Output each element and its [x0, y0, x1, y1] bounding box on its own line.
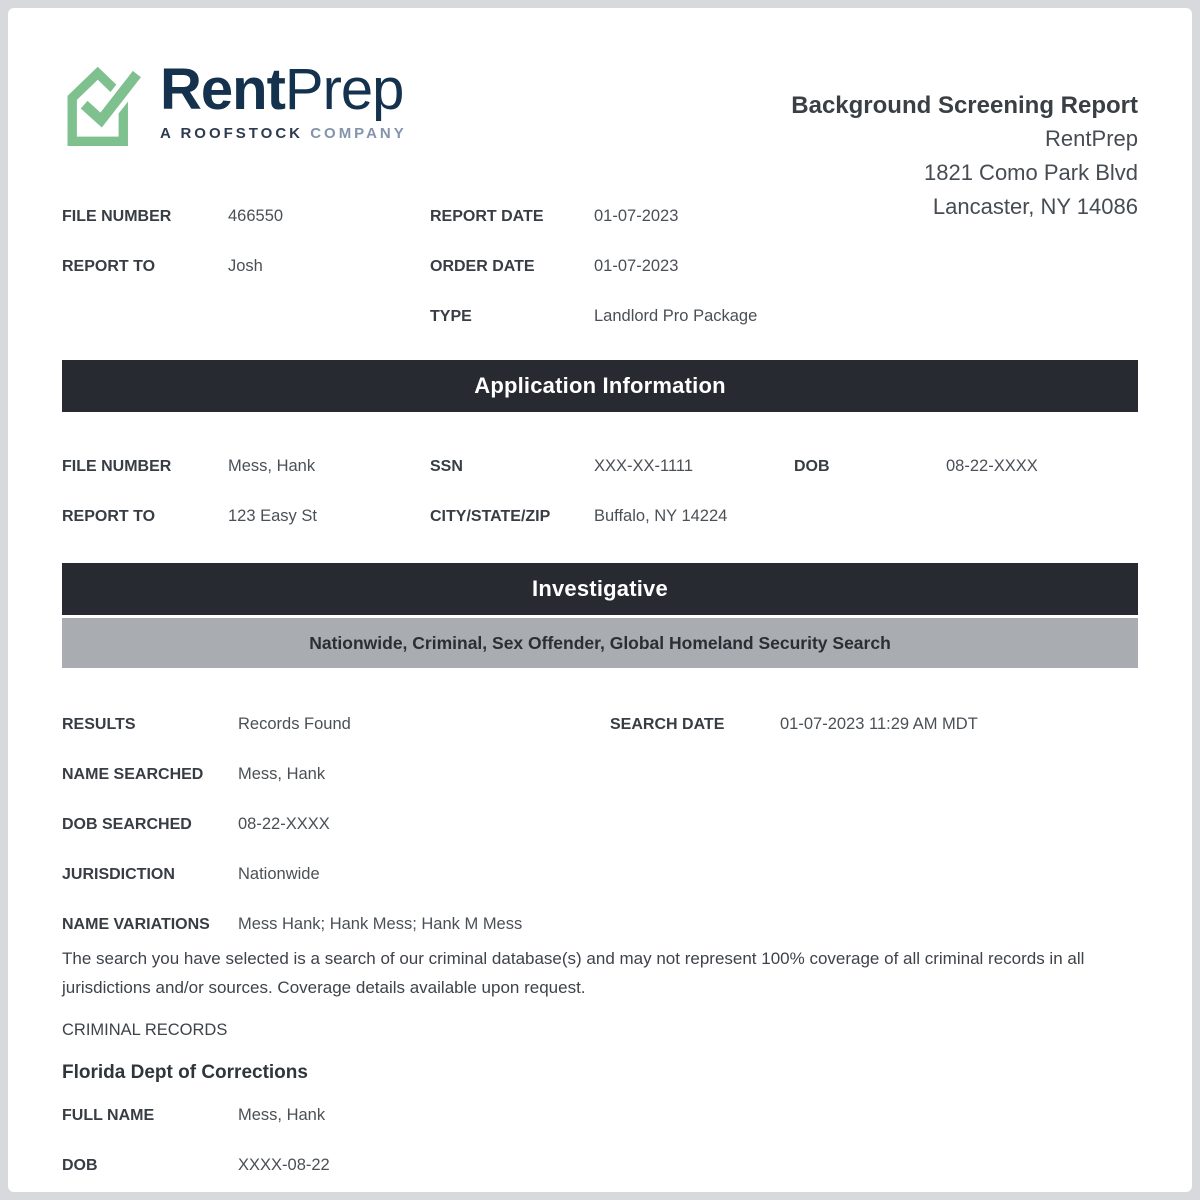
- field-label: DOB: [794, 458, 830, 475]
- field-label: JURISDICTION: [62, 866, 175, 883]
- search-scope-banner: Nationwide, Criminal, Sex Offender, Global Homeland Security Search: [62, 618, 1138, 668]
- record-source-heading: Florida Dept of Corrections: [62, 1062, 308, 1083]
- field-value: Buffalo, NY 14224: [594, 507, 728, 525]
- field-value: Mess, Hank: [228, 457, 316, 475]
- results-row: [62, 763, 1138, 786]
- field-value: 466550: [228, 207, 284, 225]
- field-value: XXXX-08-22: [238, 1156, 330, 1174]
- field-label: REPORT TO: [62, 508, 156, 525]
- results-row: [62, 813, 1138, 836]
- criminal-record-section: [62, 1104, 1138, 1177]
- investigative-results-section: [62, 713, 1138, 936]
- field-value: 08-22-XXXX: [238, 815, 330, 833]
- report-title: Background Screening Report: [791, 92, 1138, 119]
- field-label: CITY/STATE/ZIP: [430, 508, 551, 525]
- field-label: DOB: [62, 1157, 98, 1174]
- field-value: Records Found: [238, 715, 351, 733]
- field-value: 01-07-2023 11:29 AM MDT: [780, 715, 978, 733]
- field-label: RESULTS: [62, 716, 136, 733]
- field-label: FILE NUMBER: [62, 208, 172, 225]
- field-label: FILE NUMBER: [62, 458, 172, 475]
- field-label: NAME SEARCHED: [62, 766, 204, 783]
- field-label: TYPE: [430, 308, 472, 325]
- company-name: RentPrep: [1045, 126, 1138, 151]
- company-address-line1: 1821 Como Park Blvd: [924, 160, 1138, 185]
- field-value: 123 Easy St: [228, 507, 317, 525]
- field-label: DOB SEARCHED: [62, 816, 192, 833]
- field-value: 08-22-XXXX: [946, 457, 1038, 475]
- results-row: [62, 863, 1138, 886]
- field-label: FULL NAME: [62, 1107, 155, 1124]
- criminal-records-heading: CRIMINAL RECORDS: [62, 1021, 228, 1039]
- report-page: [8, 8, 1192, 1192]
- field-label: REPORT DATE: [430, 208, 544, 225]
- tagline-light-part: COMPANY: [310, 125, 407, 142]
- tagline-dark-part: A ROOFSTOCK: [160, 125, 304, 142]
- application-row: [62, 505, 1138, 528]
- field-value: Mess Hank; Hank Mess; Hank M Mess: [238, 915, 523, 933]
- field-value: 01-07-2023: [594, 207, 679, 225]
- results-row: [62, 713, 1138, 736]
- field-value: Mess, Hank: [238, 765, 326, 783]
- report-header-info: [791, 90, 1138, 224]
- field-label: REPORT TO: [62, 258, 156, 275]
- file-info-row: [62, 305, 1138, 328]
- brand-name-light: Prep: [284, 57, 404, 122]
- field-label: SEARCH DATE: [610, 716, 725, 733]
- field-label: SSN: [430, 458, 463, 475]
- brand-tagline: [160, 125, 407, 142]
- field-value: Landlord Pro Package: [594, 307, 758, 325]
- application-information-banner: Application Information: [62, 360, 1138, 412]
- brand-text: [160, 57, 407, 142]
- record-row: [62, 1104, 1138, 1127]
- brand-name-bold: Rent: [160, 57, 285, 122]
- application-row: [62, 455, 1138, 478]
- field-value: XXX-XX-1111: [594, 457, 694, 475]
- field-value: Mess, Hank: [238, 1106, 326, 1124]
- field-value: Josh: [228, 257, 263, 275]
- field-label: ORDER DATE: [430, 258, 535, 275]
- investigative-banner: Investigative: [62, 563, 1138, 615]
- field-label: NAME VARIATIONS: [62, 916, 210, 933]
- coverage-disclaimer: The search you have selected is a search of our criminal database(s) and may not represent 100% coverage of all criminal records in all jurisdictions and/or sources. Coverage details available upon request.: [62, 949, 1085, 997]
- brand-wordmark: [160, 57, 407, 122]
- results-row: [62, 913, 1138, 936]
- record-row: [62, 1154, 1138, 1177]
- field-value: Nationwide: [238, 865, 320, 883]
- house-checkmark-icon: [62, 60, 142, 146]
- file-info-row: [62, 255, 1138, 278]
- field-value: 01-07-2023: [594, 257, 679, 275]
- company-address-line2: Lancaster, NY 14086: [932, 194, 1138, 219]
- application-info-section: [62, 455, 1138, 528]
